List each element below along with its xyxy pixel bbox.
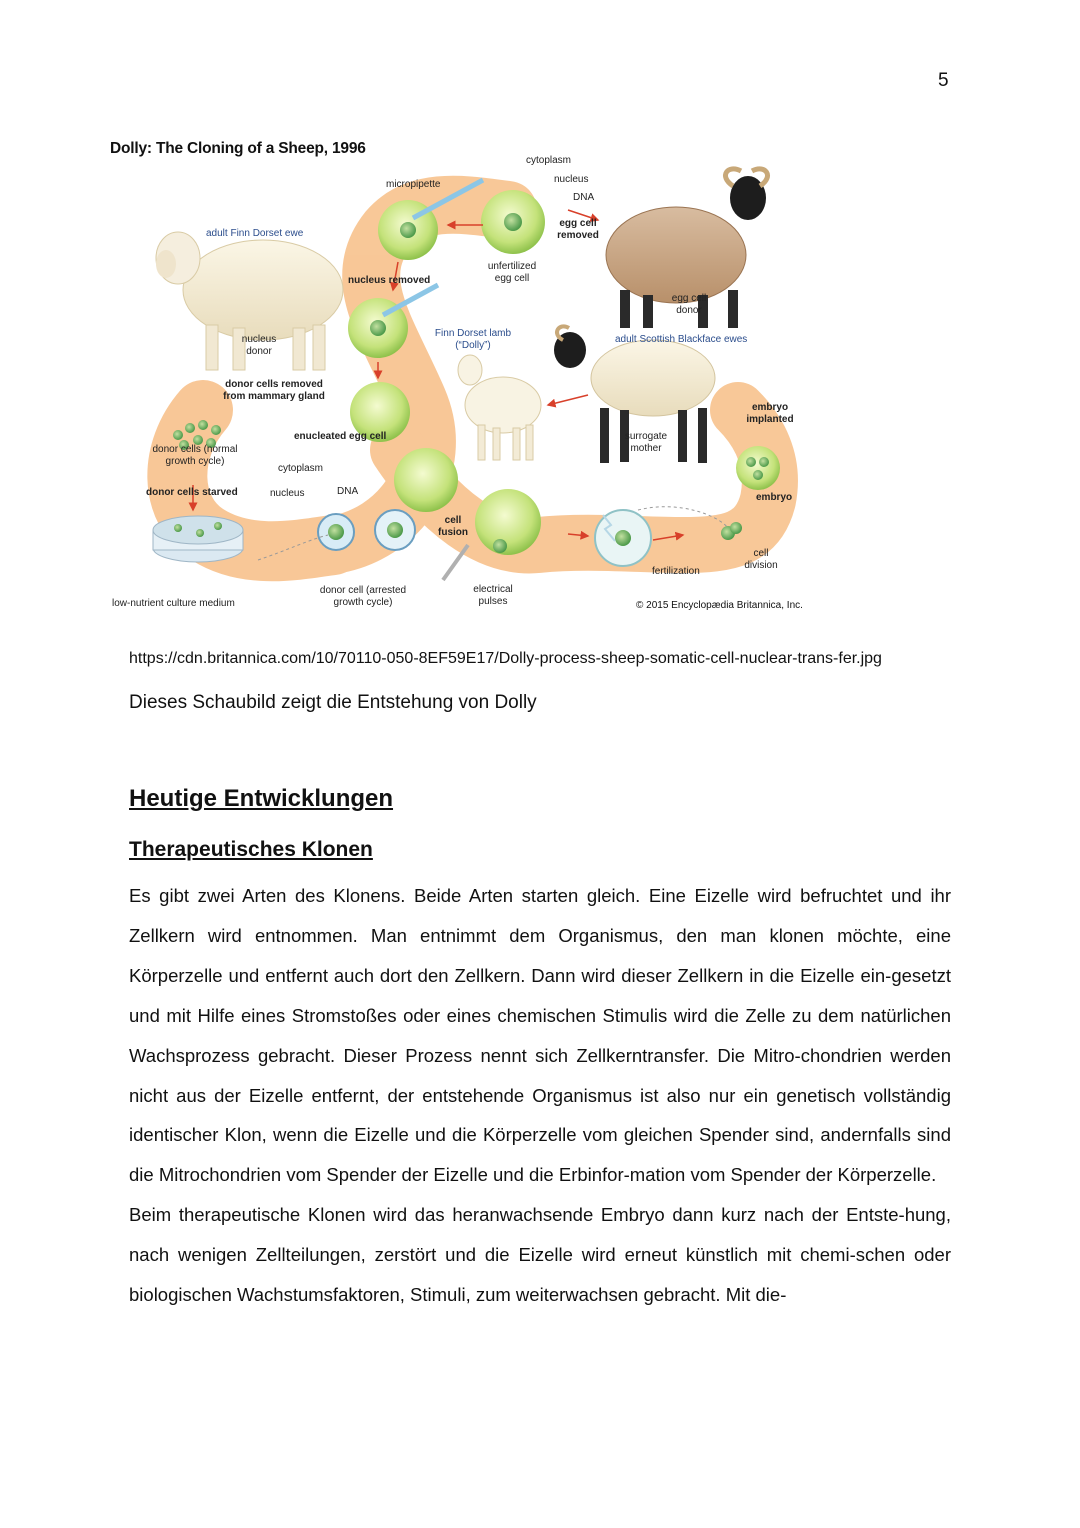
figure-caption: Dieses Schaubild zeigt die Entstehung von Dolly [129, 692, 537, 713]
label-nucleus-removed: nucleus removed [348, 275, 431, 286]
unfertilized-egg-cell [481, 190, 545, 254]
body-text [129, 876, 951, 1315]
label-egg-cell-donor: egg cell donor [671, 293, 707, 316]
label-donor-cells-removed: donor cells removed from mammary gland [223, 379, 325, 402]
label-embryo: embryo [756, 492, 793, 503]
label-surrogate-mother: surrogate mother [624, 431, 668, 454]
label-embryo-implanted: embryo implanted [746, 402, 794, 425]
label-nucleus-donor: nucleus donor [241, 334, 277, 357]
label-adult-finn-dorset-ewe: adult Finn Dorset ewe [206, 228, 304, 239]
label-egg-cell-removed: egg cell removed [557, 218, 599, 241]
section-heading: Heutige Entwicklungen [129, 785, 394, 812]
label-micropipette: micropipette [386, 179, 441, 190]
label-unfertilized-egg-cell: unfertilized egg cell [487, 261, 537, 284]
figure-copyright: © 2015 Encyclopædia Britannica, Inc. [636, 600, 803, 611]
label-dna-top: DNA [573, 192, 595, 203]
petri-dish [153, 516, 243, 562]
label-donor-cell: donor cell (arrested growth cycle) [319, 585, 407, 608]
page-number: 5 [938, 70, 949, 91]
paragraph-2: Beim therapeutische Klonen wird das heranwachsende Embryo dann kurz nach der Entste-hung, nach wenigen Zellteilungen, zerstört und die Eizelle wird erneut künstlich mit chemi-schen oder biologischen Wachstumsfaktoren, Stimuli, zum weiterwachsen gebracht. Mit die- [129, 1204, 951, 1306]
label-nucleus-top: nucleus [554, 174, 589, 185]
label-electrical-pulses: electrical pulses [473, 584, 513, 607]
figure-title: Dolly: The Cloning of a Sheep, 1996 [110, 140, 366, 157]
paragraph-1: Es gibt zwei Arten des Klonens. Beide Arten starten gleich. Eine Eizelle wird befruchtet und ihr Zellkern wird entnommen. Man entnimmt dem Organismus, den man klonen möchte, eine Körperzelle und entfernt auch dort den Zellkern. Dann wird dieser Zellkern in die Eizelle ein-gesetzt und mit Hilfe eines Stromstoßes oder eines chemischen Stimulis wird die Zelle zu dem natürlichen Wachsprozess gebracht. Dieser Prozess nennt sich Zellkerntransfer. Die Mitro-chondrien werden nicht aus der Eizelle entfernt, der entstehende Organismus ist also nur ein genetisch vollständig identischer Klon, wenn die Eizelle und die Körperzelle vom gleichen Spender sind, andernfalls sind die Mitrochondrien vom Spender der Eizelle und die Erbinfor-mation vom Spender der Körperzelle. [129, 885, 951, 1186]
label-cell-fusion: cell fusion [438, 515, 468, 538]
label-cell-division: cell division [744, 548, 778, 571]
label-enucleated-egg-cell: enucleated egg cell [294, 431, 387, 442]
label-cytoplasm-left: cytoplasm [278, 463, 324, 474]
source-url[interactable]: https://cdn.britannica.com/10/70110-050-8EF59E17/Dolly-process-sheep-somatic-cell-nuclear-trans-fer.jpg [129, 650, 882, 667]
label-cytoplasm-top: cytoplasm [526, 155, 572, 166]
label-donor-cells-starved: donor cells starved [146, 487, 238, 498]
dolly-lamb-illustration [458, 355, 541, 460]
electrified-cell [595, 510, 651, 566]
label-finn-dorset-lamb: Finn Dorset lamb (“Dolly”) [434, 328, 512, 351]
cloning-diagram [108, 150, 828, 620]
label-scottish-blackface: adult Scottish Blackface ewes [615, 334, 748, 345]
label-donor-cells: donor cells (normal growth cycle) [152, 444, 238, 467]
subsection-heading: Therapeutisches Klonen [129, 838, 373, 861]
label-fertilization: fertilization [652, 566, 700, 577]
label-dna-left: DNA [337, 486, 359, 497]
label-culture-medium: low-nutrient culture medium [112, 598, 235, 609]
label-nucleus-left: nucleus [270, 488, 305, 499]
